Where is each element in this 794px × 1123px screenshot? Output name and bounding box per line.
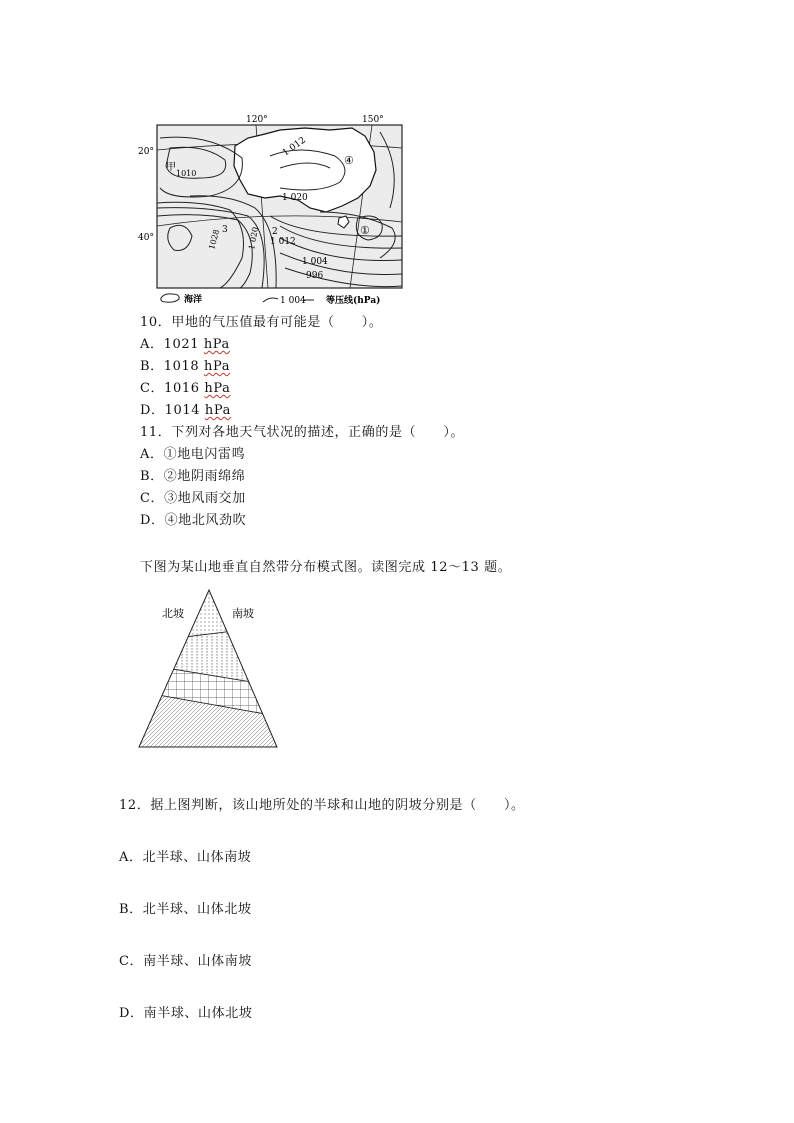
- q10-option-d[interactable]: [140, 401, 231, 421]
- lat-label-20: 20°: [138, 147, 154, 157]
- isobar-label-1004: 1 004: [302, 257, 328, 267]
- q12-stem: 12．据上图判断，该山地所处的半球和山地的阴坡分别是（ ）。: [119, 798, 525, 813]
- q10-option-a-text: A．1021: [140, 337, 204, 352]
- legend-ocean-icon: [161, 294, 179, 302]
- q11-option-b[interactable]: B．②地阴雨绵绵: [140, 469, 246, 484]
- region-number-1: ①: [360, 224, 370, 237]
- q10-option-b-unit: hPa: [203, 359, 231, 374]
- isobar-label-1012-south: 1 012: [270, 237, 296, 247]
- q12-option-c[interactable]: C．南半球、山体南坡: [119, 954, 252, 969]
- legend-isobar-icon: [263, 298, 278, 302]
- q10-option-a-unit: hPa: [203, 337, 230, 352]
- isobar-label-1028: 1028: [207, 228, 222, 251]
- q10-option-c-text: C．1016: [140, 381, 205, 396]
- isobar-label-1020-land: 1 020: [282, 193, 308, 203]
- q10-option-d-unit: hPa: [204, 403, 231, 418]
- q12-option-b[interactable]: B．北半球、山体北坡: [119, 902, 252, 917]
- pressure-map-figure: [130, 108, 415, 308]
- region-number-3: 3: [222, 225, 228, 235]
- q11-option-c[interactable]: C．③地风雨交加: [140, 491, 246, 506]
- region-number-4: ④: [344, 154, 354, 167]
- q10-stem: 10．甲地的气压值最有可能是（ ）。: [140, 315, 383, 330]
- lon-label-120: 120°: [246, 115, 268, 125]
- lon-label-150: 150°: [362, 115, 384, 125]
- q11-stem: 11．下列对各地天气状况的描述，正确的是（ ）。: [140, 425, 465, 440]
- section-intro: 下图为某山地垂直自然带分布模式图。读图完成 12～13 题。: [140, 560, 512, 575]
- q10-option-a[interactable]: [140, 335, 230, 355]
- point-jia-label: 甲: [166, 162, 176, 173]
- isobar-label-1012-north: 1 012: [280, 135, 308, 159]
- q10-option-c[interactable]: [140, 379, 230, 399]
- q11-option-d[interactable]: D．④地北风劲吹: [140, 513, 247, 528]
- q12-option-d[interactable]: D．南半球、山体北坡: [119, 1006, 253, 1021]
- legend-isobar-label: 等压线(hPa): [326, 296, 381, 306]
- q10-option-b-text: B．1018: [140, 359, 204, 374]
- q10-option-d-text: D．1014: [140, 403, 205, 418]
- q10-option-c-unit: hPa: [204, 381, 231, 396]
- north-slope-label: 北坡: [162, 607, 184, 620]
- q12-option-a[interactable]: A．北半球、山体南坡: [119, 850, 252, 865]
- legend-isobar-value: 1 004: [280, 296, 306, 306]
- q11-option-a[interactable]: A．①地电闪雷鸣: [140, 447, 246, 462]
- q10-option-b[interactable]: [140, 357, 230, 377]
- region-number-2: 2: [272, 227, 278, 237]
- south-slope-label: 南坡: [232, 607, 254, 620]
- isobar-label-1020-south: 1 020: [247, 226, 260, 251]
- lat-label-40: 40°: [138, 233, 154, 243]
- mountain-zone-figure: [136, 585, 282, 753]
- isobar-label-1010: 1010: [176, 169, 197, 178]
- isobar-label-996: 996: [306, 271, 324, 281]
- legend-ocean-label: 海洋: [184, 295, 203, 305]
